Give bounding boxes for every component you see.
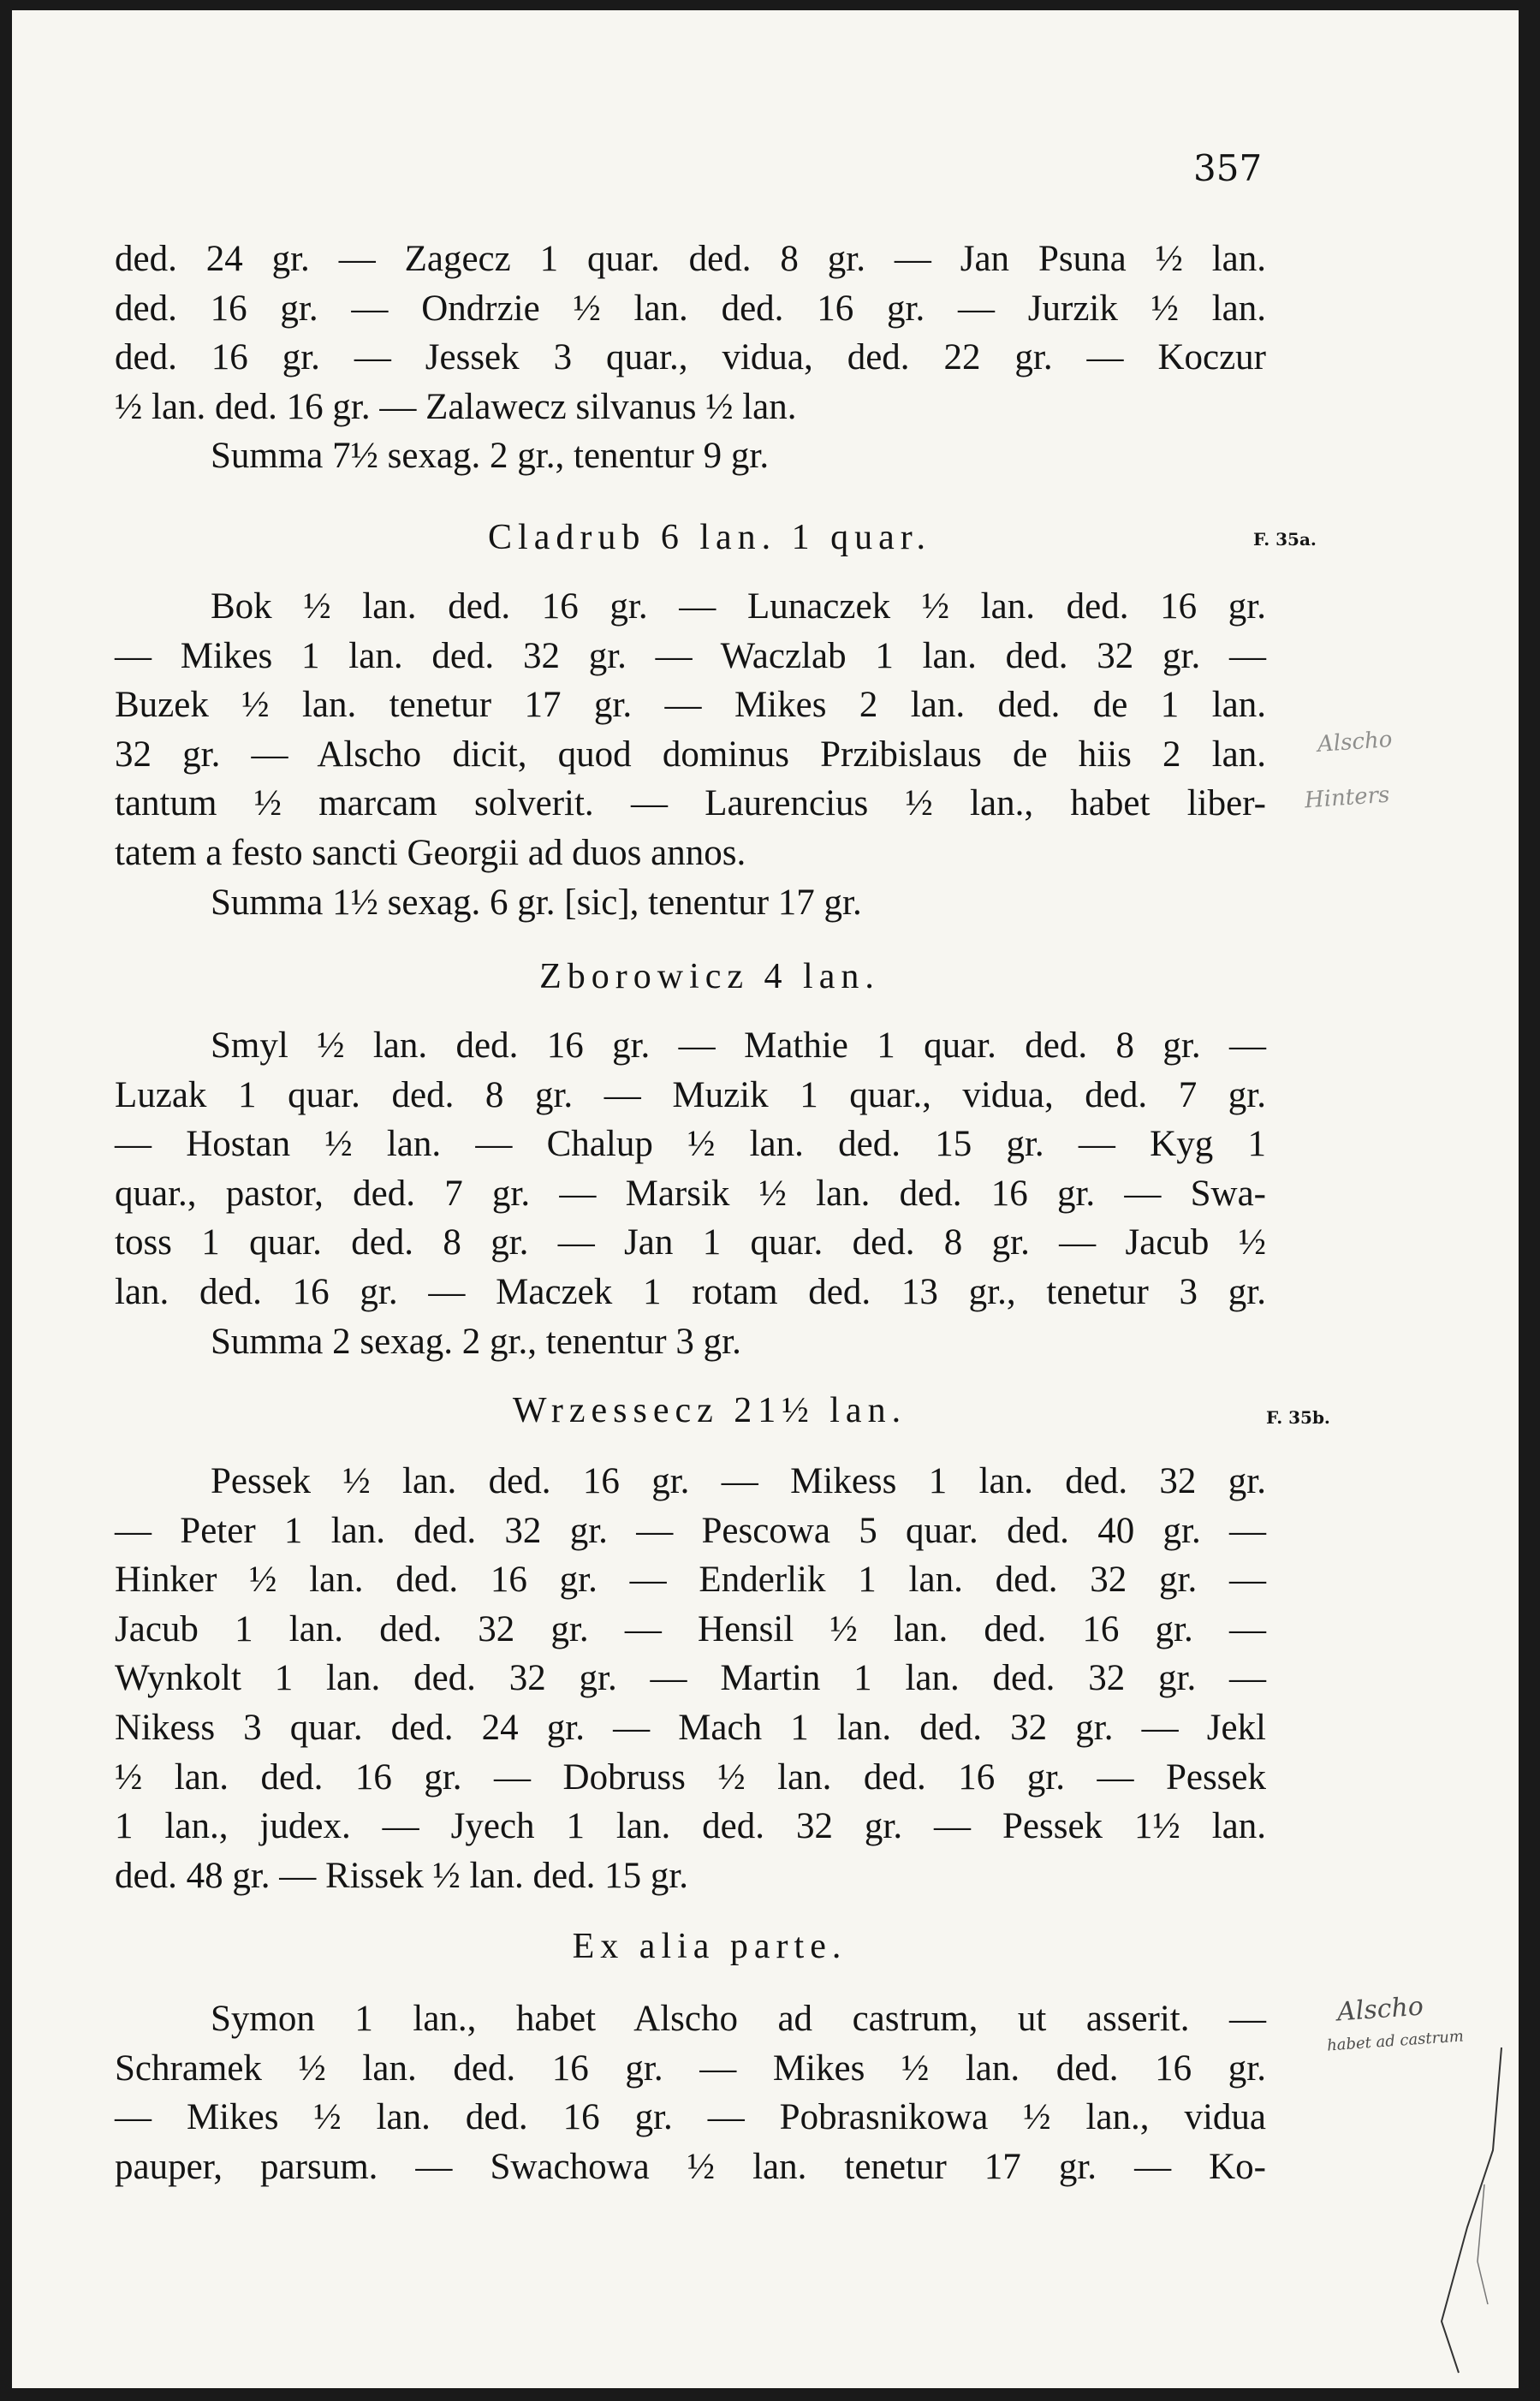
text-line: Luzak 1 quar. ded. 8 gr. — Muzik 1 quar., vidua, ded. 7 gr.	[115, 1074, 1266, 1115]
text-line: — Mikes ½ lan. ded. 16 gr. — Pobrasnikowa ½ lan., vidua	[115, 2097, 1266, 2138]
text-line: — Peter 1 lan. ded. 32 gr. — Pescowa 5 quar. ded. 40 gr. —	[115, 1510, 1266, 1551]
page-tear-mark	[1433, 2047, 1510, 2381]
text-line: Nikess 3 quar. ded. 24 gr. — Mach 1 lan. ded. 32 gr. — Jekl	[115, 1707, 1266, 1748]
zborowicz-entries	[115, 1021, 1266, 1366]
ex-alia-entries	[115, 1994, 1266, 2191]
summary-line: Summa 1½ sexag. 6 gr. [sic], tenentur 17 gr.	[211, 882, 862, 923]
text-line: Jacub 1 lan. ded. 32 gr. — Hensil ½ lan. ded. 16 gr. —	[115, 1608, 1266, 1649]
text-line: Symon 1 lan., habet Alscho ad castrum, ut asserit. —	[211, 1999, 1266, 2039]
margin-note: Hinters	[1304, 782, 1391, 814]
section-heading-zborowicz: Zborowicz 4 lan.	[539, 957, 880, 996]
text-line: ded. 48 gr. — Rissek ½ lan. ded. 15 gr.	[115, 1855, 689, 1896]
section-heading-ex-alia-parte: Ex alia parte.	[572, 1927, 847, 1966]
section-heading-wrzessecz: Wrzessecz 21½ lan.	[512, 1391, 907, 1430]
summary-line: Summa 7½ sexag. 2 gr., tenentur 9 gr.	[211, 436, 770, 477]
page-number: 357	[1193, 147, 1263, 189]
text-line: — Mikes 1 lan. ded. 32 gr. — Waczlab 1 lan. ded. 32 gr. —	[115, 635, 1266, 676]
top-entries	[115, 235, 1266, 481]
text-line: Wynkolt 1 lan. ded. 32 gr. — Martin 1 lan. ded. 32 gr. —	[115, 1658, 1266, 1699]
text-line: Hinker ½ lan. ded. 16 gr. — Enderlik 1 lan. ded. 32 gr. —	[115, 1560, 1266, 1601]
text-line: 1 lan., judex. — Jyech 1 lan. ded. 32 gr. — Pessek 1½ lan.	[115, 1806, 1266, 1847]
summary-line: Summa 2 sexag. 2 gr., tenentur 3 gr.	[211, 1321, 741, 1362]
text-line: — Hostan ½ lan. — Chalup ½ lan. ded. 15 gr. — Kyg 1	[115, 1124, 1266, 1165]
text-line: toss 1 quar. ded. 8 gr. — Jan 1 quar. ded. 8 gr. — Jacub ½	[115, 1222, 1266, 1263]
text-line: Pessek ½ lan. ded. 16 gr. — Mikess 1 lan. ded. 32 gr.	[211, 1461, 1266, 1501]
text-line: Schramek ½ lan. ded. 16 gr. — Mikes ½ lan. ded. 16 gr.	[115, 2047, 1266, 2089]
text-line: ½ lan. ded. 16 gr. — Zalawecz silvanus ½ lan.	[115, 386, 797, 427]
cladrub-entries	[115, 582, 1266, 927]
text-line: ded. 24 gr. — Zagecz 1 quar. ded. 8 gr. — Jan Psuna ½ lan.	[115, 239, 1266, 279]
text-line: Smyl ½ lan. ded. 16 gr. — Mathie 1 quar. ded. 8 gr. —	[211, 1025, 1266, 1066]
folio-marker: F. 35a.	[1253, 529, 1317, 550]
text-line: quar., pastor, ded. 7 gr. — Marsik ½ lan. ded. 16 gr. — Swa-	[115, 1173, 1266, 1214]
margin-note: habet ad castrum	[1326, 2027, 1465, 2055]
text-line: pauper, parsum. — Swachowa ½ lan. tenetur 17 gr. — Ko-	[115, 2146, 1266, 2187]
document-page	[12, 10, 1519, 2388]
wrzessecz-entries	[115, 1457, 1266, 1900]
text-line: Bok ½ lan. ded. 16 gr. — Lunaczek ½ lan. ded. 16 gr.	[211, 586, 1266, 627]
text-line: ded. 16 gr. — Jessek 3 quar., vidua, ded. 22 gr. — Koczur	[115, 337, 1266, 378]
text-line: 32 gr. — Alscho dicit, quod dominus Przibislaus de hiis 2 lan.	[115, 734, 1266, 775]
text-line: lan. ded. 16 gr. — Maczek 1 rotam ded. 13 gr., tenetur 3 gr.	[115, 1271, 1266, 1312]
folio-marker: F. 35b.	[1266, 1407, 1330, 1428]
text-line: ½ lan. ded. 16 gr. — Dobruss ½ lan. ded. 16 gr. — Pessek	[115, 1756, 1266, 1798]
section-heading-cladrub: Cladrub 6 lan. 1 quar.	[488, 518, 931, 557]
margin-note: Alscho	[1335, 1991, 1424, 2028]
text-line: tatem a festo sancti Georgii ad duos annos.	[115, 832, 746, 873]
margin-note: Alscho	[1317, 726, 1394, 758]
text-line: tantum ½ marcam solverit. — Laurencius ½ lan., habet liber-	[115, 783, 1266, 824]
text-line: ded. 16 gr. — Ondrzie ½ lan. ded. 16 gr. — Jurzik ½ lan.	[115, 288, 1266, 329]
text-line: Buzek ½ lan. tenetur 17 gr. — Mikes 2 lan. ded. de 1 lan.	[115, 685, 1266, 726]
